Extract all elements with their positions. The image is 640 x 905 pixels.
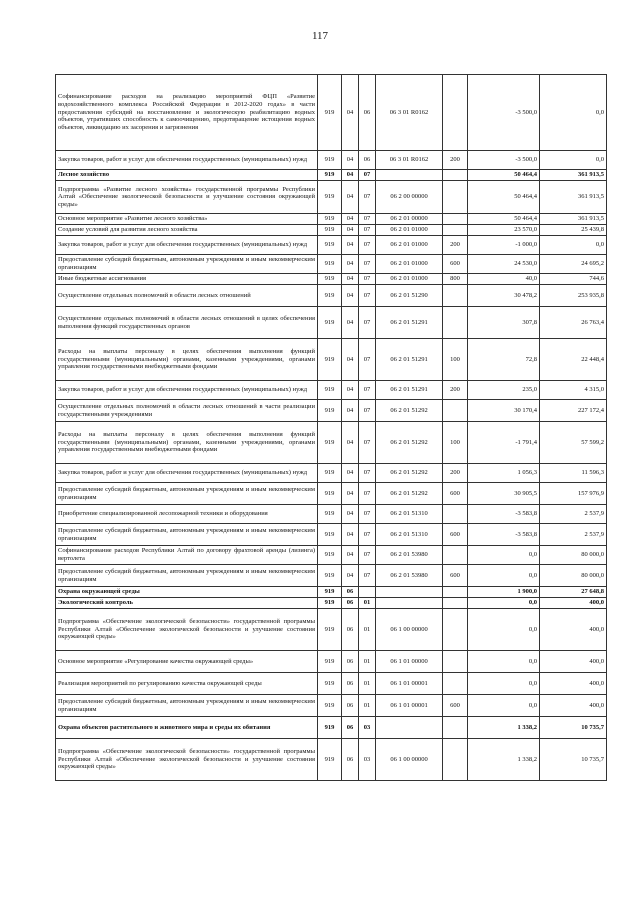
amount-total: 80 000,0	[540, 546, 607, 565]
code-rz: 04	[342, 75, 359, 151]
code-csr: 06 1 00 00000	[376, 609, 443, 651]
code-rz: 04	[342, 505, 359, 524]
code-rz: 04	[342, 565, 359, 587]
amount-change: 23 570,0	[468, 225, 540, 236]
code-rz: 06	[342, 587, 359, 598]
amount-total: 27 648,8	[540, 587, 607, 598]
amount-change: 50 464,4	[468, 181, 540, 214]
code-csr	[376, 717, 443, 739]
code-csr: 06 2 01 51310	[376, 505, 443, 524]
amount-change: 1 900,0	[468, 587, 540, 598]
row-name: Закупка товаров, работ и услуг для обеспечения государственных (муниципальных) нужд	[56, 151, 318, 170]
code-csr: 06 2 01 01000	[376, 236, 443, 255]
table-row	[56, 546, 607, 565]
code-vr	[443, 546, 468, 565]
amount-change: -1 000,0	[468, 236, 540, 255]
code-vr: 100	[443, 422, 468, 464]
code-pr: 07	[359, 381, 376, 400]
code-csr: 06 1 01 00001	[376, 673, 443, 695]
amount-total: 744,6	[540, 274, 607, 285]
code-csr: 06 2 01 51291	[376, 381, 443, 400]
code-rz: 06	[342, 739, 359, 781]
code-vr	[443, 739, 468, 781]
table-row	[56, 739, 607, 781]
code-gr: 919	[318, 381, 342, 400]
code-pr: 07	[359, 400, 376, 422]
code-vr: 600	[443, 695, 468, 717]
code-rz: 04	[342, 381, 359, 400]
code-pr: 07	[359, 524, 376, 546]
table-row	[56, 695, 607, 717]
code-csr: 06 2 01 51290	[376, 285, 443, 307]
table-row	[56, 285, 607, 307]
row-name: Предоставление субсидий бюджетным, автономным учреждениям и иным некоммерческим организациям	[56, 255, 318, 274]
row-name: Подпрограмма «Обеспечение экологической безопасности» государственной программы Республики Алтай «Обеспечение экологической безопасности и улучшение состояния окружающей среды»	[56, 609, 318, 651]
row-name: Осуществление отдельных полномочий в области лесных отношений в целях обеспечения выполнения функций государственных органов	[56, 307, 318, 339]
code-vr	[443, 400, 468, 422]
code-gr: 919	[318, 598, 342, 609]
amount-change: 0,0	[468, 673, 540, 695]
amount-total: 157 976,9	[540, 483, 607, 505]
code-pr: 03	[359, 739, 376, 781]
code-gr: 919	[318, 422, 342, 464]
amount-total: 400,0	[540, 609, 607, 651]
row-name: Иные бюджетные ассигнования	[56, 274, 318, 285]
code-pr: 07	[359, 422, 376, 464]
amount-total: 57 599,2	[540, 422, 607, 464]
code-rz: 04	[342, 181, 359, 214]
code-rz: 04	[342, 524, 359, 546]
code-gr: 919	[318, 717, 342, 739]
code-vr	[443, 505, 468, 524]
table-row	[56, 151, 607, 170]
row-name: Основное мероприятие «Развитие лесного хозяйства»	[56, 214, 318, 225]
amount-total: 10 735,7	[540, 717, 607, 739]
code-rz: 06	[342, 651, 359, 673]
row-name: Реализация мероприятий по регулированию качества окружающей среды	[56, 673, 318, 695]
amount-change: 30 170,4	[468, 400, 540, 422]
amount-total: 361 913,5	[540, 181, 607, 214]
amount-total: 2 537,9	[540, 524, 607, 546]
code-gr: 919	[318, 483, 342, 505]
table-row	[56, 565, 607, 587]
code-rz: 04	[342, 339, 359, 381]
table-row	[56, 717, 607, 739]
code-csr	[376, 170, 443, 181]
row-name: Предоставление субсидий бюджетным, автономным учреждениям и иным некоммерческим организациям	[56, 565, 318, 587]
code-pr: 07	[359, 255, 376, 274]
table-row	[56, 673, 607, 695]
code-rz: 04	[342, 285, 359, 307]
code-pr: 06	[359, 151, 376, 170]
amount-change: -3 500,0	[468, 151, 540, 170]
code-gr: 919	[318, 609, 342, 651]
code-csr: 06 2 01 51292	[376, 422, 443, 464]
amount-total: 400,0	[540, 651, 607, 673]
code-pr: 07	[359, 170, 376, 181]
code-vr: 200	[443, 236, 468, 255]
amount-change: -1 791,4	[468, 422, 540, 464]
code-gr: 919	[318, 181, 342, 214]
amount-change: 0,0	[468, 598, 540, 609]
code-csr: 06 3 01 R0162	[376, 75, 443, 151]
code-csr: 06 2 01 51292	[376, 400, 443, 422]
code-gr: 919	[318, 524, 342, 546]
code-pr: 01	[359, 609, 376, 651]
code-gr: 919	[318, 464, 342, 483]
page-number: 117	[311, 30, 329, 42]
code-rz: 04	[342, 255, 359, 274]
code-pr: 01	[359, 598, 376, 609]
code-vr	[443, 285, 468, 307]
code-vr	[443, 598, 468, 609]
code-rz: 04	[342, 483, 359, 505]
row-name: Предоставление субсидий бюджетным, автономным учреждениям и иным некоммерческим организациям	[56, 695, 318, 717]
code-gr: 919	[318, 565, 342, 587]
amount-change: -3 500,0	[468, 75, 540, 151]
code-vr	[443, 587, 468, 598]
table-row	[56, 75, 607, 151]
code-gr: 919	[318, 151, 342, 170]
row-name: Софинансирование расходов на реализацию мероприятий ФЦП «Развитие водохозяйственного комплекса Российской Федерации в 2012-2020 годах» в части предоставления субсидий на восстановление и экологическую реабилитацию водных объектов, утративших способность к самоочищению, предотвращение истощения водных объектов, ликвидацию их засорения и загрязнения	[56, 75, 318, 151]
code-csr: 06 2 01 51291	[376, 339, 443, 381]
code-vr	[443, 609, 468, 651]
code-pr	[359, 587, 376, 598]
amount-total: 80 000,0	[540, 565, 607, 587]
row-name: Основное мероприятие «Регулирование качества окружающей среды»	[56, 651, 318, 673]
code-gr: 919	[318, 274, 342, 285]
table-row	[56, 236, 607, 255]
code-pr: 07	[359, 464, 376, 483]
table-row	[56, 170, 607, 181]
amount-change: 30 905,5	[468, 483, 540, 505]
code-vr	[443, 673, 468, 695]
code-gr: 919	[318, 651, 342, 673]
code-rz: 04	[342, 170, 359, 181]
budget-table	[55, 74, 607, 781]
code-rz: 04	[342, 225, 359, 236]
code-vr: 600	[443, 524, 468, 546]
table-body	[56, 75, 607, 781]
row-name: Расходы на выплаты персоналу в целях обеспечения выполнения функций государственными (муниципальными) органами, казенными учреждениями, органами управления государственными внебюджетными фондами	[56, 422, 318, 464]
row-name: Осуществление отдельных полномочий в области лесных отношений	[56, 285, 318, 307]
code-rz: 04	[342, 236, 359, 255]
row-name: Лесное хозяйство	[56, 170, 318, 181]
code-vr	[443, 214, 468, 225]
amount-change: -3 583,8	[468, 524, 540, 546]
amount-change: -3 583,8	[468, 505, 540, 524]
amount-change: 0,0	[468, 695, 540, 717]
code-vr	[443, 181, 468, 214]
code-csr: 06 2 01 51310	[376, 524, 443, 546]
table-row	[56, 609, 607, 651]
code-csr: 06 2 01 51292	[376, 483, 443, 505]
code-rz: 06	[342, 695, 359, 717]
table-row	[56, 214, 607, 225]
code-vr: 600	[443, 565, 468, 587]
code-rz: 04	[342, 151, 359, 170]
table-row	[56, 381, 607, 400]
row-name: Осуществление отдельных полномочий в области лесных отношений в части реализации государственными учреждениями	[56, 400, 318, 422]
code-vr	[443, 225, 468, 236]
code-rz: 04	[342, 214, 359, 225]
amount-total: 400,0	[540, 673, 607, 695]
table-row	[56, 524, 607, 546]
table-row	[56, 274, 607, 285]
amount-total: 24 695,2	[540, 255, 607, 274]
code-vr: 600	[443, 483, 468, 505]
amount-change: 72,8	[468, 339, 540, 381]
code-rz: 04	[342, 307, 359, 339]
table-row	[56, 483, 607, 505]
table-row	[56, 505, 607, 524]
code-csr: 06 2 00 00000	[376, 181, 443, 214]
code-rz: 04	[342, 464, 359, 483]
code-pr: 07	[359, 483, 376, 505]
code-csr: 06 2 01 51292	[376, 464, 443, 483]
code-pr: 07	[359, 214, 376, 225]
code-rz: 06	[342, 717, 359, 739]
code-csr: 06 2 01 01000	[376, 255, 443, 274]
row-name: Приобретение специализированной лесопожарной техники и оборудования	[56, 505, 318, 524]
code-gr: 919	[318, 695, 342, 717]
code-csr: 06 2 01 51291	[376, 307, 443, 339]
code-rz: 04	[342, 400, 359, 422]
code-pr: 06	[359, 75, 376, 151]
code-pr: 07	[359, 225, 376, 236]
code-pr: 07	[359, 565, 376, 587]
code-vr: 200	[443, 464, 468, 483]
code-csr	[376, 587, 443, 598]
table-row	[56, 181, 607, 214]
code-csr	[376, 598, 443, 609]
table-row	[56, 422, 607, 464]
amount-change: 30 478,2	[468, 285, 540, 307]
table-row	[56, 598, 607, 609]
code-rz: 04	[342, 422, 359, 464]
code-gr: 919	[318, 255, 342, 274]
code-csr: 06 2 01 00000	[376, 214, 443, 225]
row-name: Подпрограмма «Обеспечение экологической безопасности» государственной программы Республики Алтай «Обеспечение экологической безопасности и улучшение состояния окружающей среды»	[56, 739, 318, 781]
amount-total: 400,0	[540, 695, 607, 717]
amount-total: 11 596,3	[540, 464, 607, 483]
table-row	[56, 339, 607, 381]
amount-change: 0,0	[468, 651, 540, 673]
amount-total: 400,0	[540, 598, 607, 609]
code-pr: 07	[359, 339, 376, 381]
table-row	[56, 464, 607, 483]
table-row	[56, 400, 607, 422]
code-csr: 06 2 01 01000	[376, 225, 443, 236]
code-pr: 07	[359, 505, 376, 524]
code-vr: 800	[443, 274, 468, 285]
code-gr: 919	[318, 546, 342, 565]
code-rz: 04	[342, 274, 359, 285]
code-gr: 919	[318, 400, 342, 422]
amount-change: 235,0	[468, 381, 540, 400]
code-pr: 07	[359, 181, 376, 214]
code-pr: 07	[359, 307, 376, 339]
code-gr: 919	[318, 307, 342, 339]
amount-change: 24 530,0	[468, 255, 540, 274]
code-gr: 919	[318, 505, 342, 524]
amount-change: 1 338,2	[468, 717, 540, 739]
code-vr: 200	[443, 381, 468, 400]
amount-total: 253 935,8	[540, 285, 607, 307]
amount-total: 4 315,0	[540, 381, 607, 400]
amount-total: 361 913,5	[540, 214, 607, 225]
code-rz: 06	[342, 598, 359, 609]
code-vr: 200	[443, 151, 468, 170]
code-vr	[443, 307, 468, 339]
amount-change: 1 338,2	[468, 739, 540, 781]
table-row	[56, 225, 607, 236]
code-pr: 01	[359, 695, 376, 717]
code-gr: 919	[318, 587, 342, 598]
amount-change: 50 464,4	[468, 170, 540, 181]
code-gr: 919	[318, 739, 342, 781]
row-name: Охрана окружающей среды	[56, 587, 318, 598]
code-pr: 01	[359, 673, 376, 695]
row-name: Подпрограмма «Развитие лесного хозяйства» государственной программы Республики Алтай «Обеспечение экологической безопасности и улучшение состояния окружающей среды»	[56, 181, 318, 214]
table-row	[56, 255, 607, 274]
code-gr: 919	[318, 236, 342, 255]
table-row	[56, 587, 607, 598]
amount-total: 227 172,4	[540, 400, 607, 422]
code-csr: 06 1 00 00000	[376, 739, 443, 781]
code-pr: 07	[359, 546, 376, 565]
amount-change: 307,8	[468, 307, 540, 339]
row-name: Создание условий для развития лесного хозяйства	[56, 225, 318, 236]
table-row	[56, 651, 607, 673]
amount-change: 40,0	[468, 274, 540, 285]
row-name: Расходы на выплаты персоналу в целях обеспечения выполнения функций государственными (муниципальными) органами, казенными учреждениями, органами управления государственными внебюджетными фондами	[56, 339, 318, 381]
code-vr	[443, 717, 468, 739]
amount-total: 25 439,8	[540, 225, 607, 236]
amount-change: 1 056,3	[468, 464, 540, 483]
code-vr: 600	[443, 255, 468, 274]
row-name: Предоставление субсидий бюджетным, автономным учреждениям и иным некоммерческим организациям	[56, 524, 318, 546]
code-pr: 07	[359, 274, 376, 285]
code-gr: 919	[318, 75, 342, 151]
row-name: Предоставление субсидий бюджетным, автономным учреждениям и иным некоммерческим организациям	[56, 483, 318, 505]
code-gr: 919	[318, 673, 342, 695]
amount-total: 361 913,5	[540, 170, 607, 181]
code-gr: 919	[318, 170, 342, 181]
code-vr	[443, 170, 468, 181]
row-name: Закупка товаров, работ и услуг для обеспечения государственных (муниципальных) нужд	[56, 236, 318, 255]
amount-total: 26 763,4	[540, 307, 607, 339]
row-name: Экологический контроль	[56, 598, 318, 609]
amount-total: 0,0	[540, 236, 607, 255]
code-gr: 919	[318, 339, 342, 381]
code-gr: 919	[318, 214, 342, 225]
amount-change: 0,0	[468, 565, 540, 587]
code-rz: 06	[342, 609, 359, 651]
code-rz: 04	[342, 546, 359, 565]
amount-change: 50 464,4	[468, 214, 540, 225]
amount-total: 0,0	[540, 75, 607, 151]
row-name: Софинансирование расходов Республики Алтай по договору фрахтовой аренды (лизинга) вертолета	[56, 546, 318, 565]
code-csr: 06 2 01 53980	[376, 565, 443, 587]
amount-change: 0,0	[468, 609, 540, 651]
amount-change: 0,0	[468, 546, 540, 565]
code-gr: 919	[318, 225, 342, 236]
code-csr: 06 3 01 R0162	[376, 151, 443, 170]
code-vr	[443, 651, 468, 673]
code-pr: 07	[359, 236, 376, 255]
amount-total: 0,0	[540, 151, 607, 170]
code-pr: 03	[359, 717, 376, 739]
code-vr	[443, 75, 468, 151]
code-pr: 07	[359, 285, 376, 307]
code-vr: 100	[443, 339, 468, 381]
amount-total: 10 735,7	[540, 739, 607, 781]
code-csr: 06 2 01 01000	[376, 274, 443, 285]
code-rz: 06	[342, 673, 359, 695]
row-name: Закупка товаров, работ и услуг для обеспечения государственных (муниципальных) нужд	[56, 381, 318, 400]
row-name: Охрана объектов растительного и животного мира и среды их обитания	[56, 717, 318, 739]
code-csr: 06 1 01 00001	[376, 695, 443, 717]
amount-total: 2 537,9	[540, 505, 607, 524]
code-gr: 919	[318, 285, 342, 307]
code-pr: 01	[359, 651, 376, 673]
code-csr: 06 1 01 00000	[376, 651, 443, 673]
row-name: Закупка товаров, работ и услуг для обеспечения государственных (муниципальных) нужд	[56, 464, 318, 483]
table-row	[56, 307, 607, 339]
amount-total: 22 448,4	[540, 339, 607, 381]
code-csr: 06 2 01 53980	[376, 546, 443, 565]
